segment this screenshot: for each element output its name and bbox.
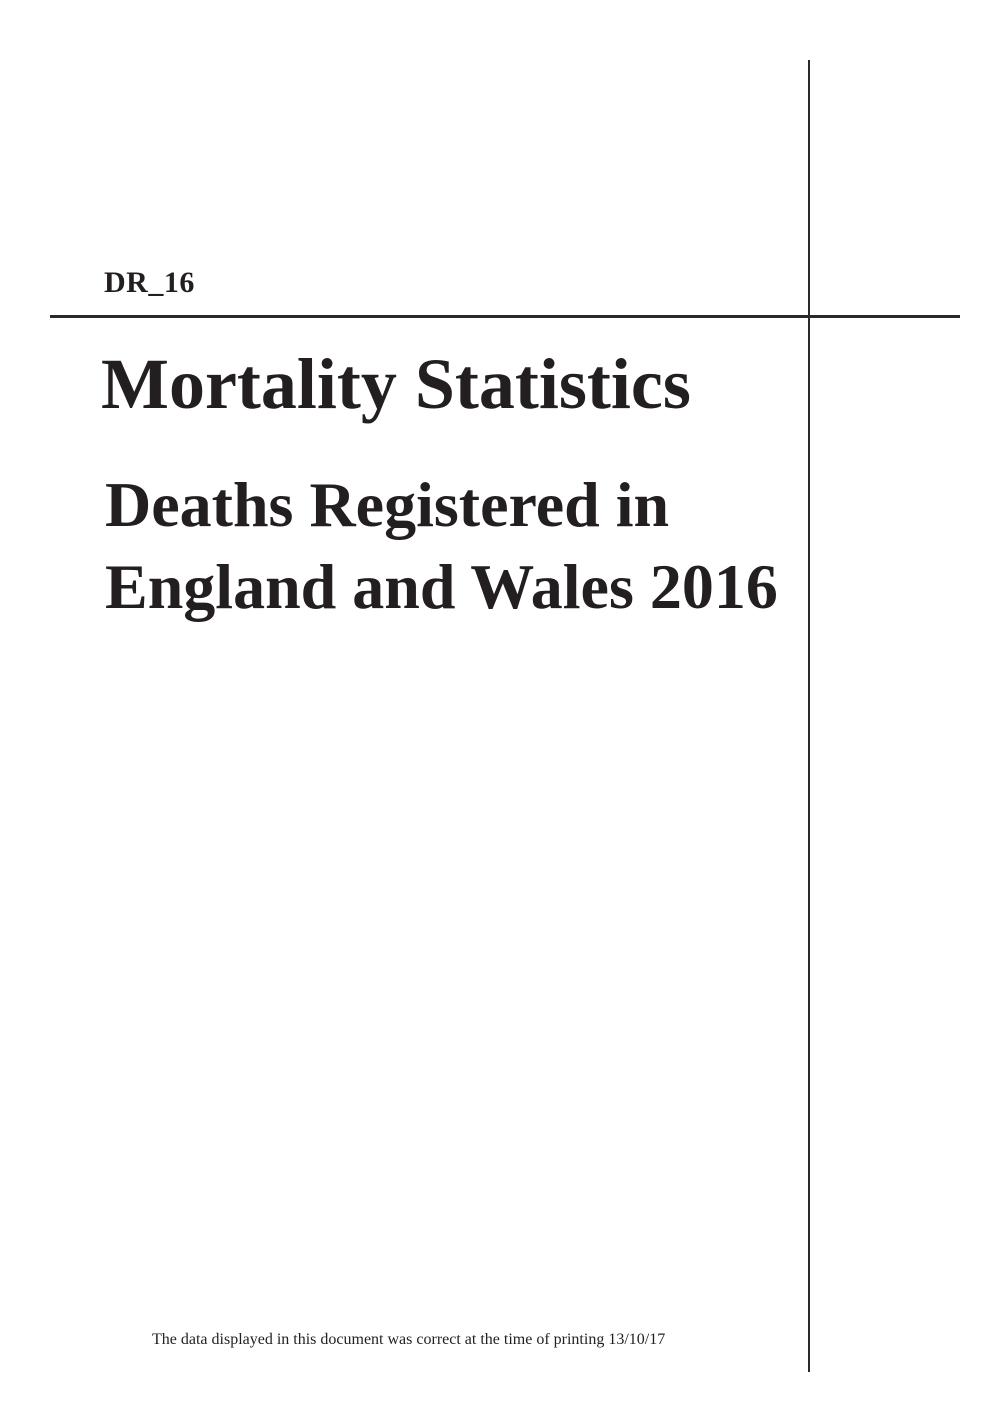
document-code: DR_16 bbox=[104, 266, 195, 299]
subtitle-line-2: England and Wales 2016 bbox=[105, 551, 778, 622]
subtitle-line-1: Deaths Registered in bbox=[105, 469, 670, 540]
header-horizontal-rule bbox=[50, 315, 960, 318]
document-subtitle bbox=[105, 464, 778, 628]
document-title: Mortality Statistics bbox=[101, 344, 691, 424]
footer-note: The data displayed in this document was correct at the time of printing 13/10/17 bbox=[152, 1331, 666, 1348]
right-margin-vertical-rule bbox=[808, 60, 810, 1372]
